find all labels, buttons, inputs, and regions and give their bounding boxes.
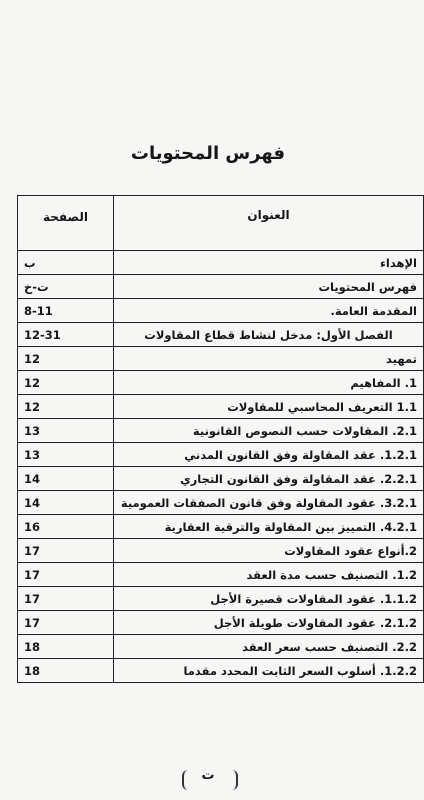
- entry-page: 12: [18, 395, 114, 419]
- entry-page: 12: [18, 347, 114, 371]
- table-row: [18, 659, 424, 683]
- entry-page: ب: [18, 251, 114, 275]
- table-row: [18, 563, 424, 587]
- entry-title: 1.2.2. أسلوب السعر الثابت المحدد مقدما: [114, 659, 424, 683]
- entry-title: 2.1.2. عقود المقاولات طويلة الأجل: [114, 611, 424, 635]
- table-row: [18, 275, 424, 299]
- entry-title: 1.1.2. عقود المقاولات قصيرة الأجل: [114, 587, 424, 611]
- entry-page: 17: [18, 563, 114, 587]
- table-row: [18, 323, 424, 347]
- entry-title: 3.2.1. عقود المقاولة وفق قانون الصفقات العمومية: [114, 491, 424, 515]
- entry-title: 2.1. المقاولات حسب النصوص القانونية: [114, 419, 424, 443]
- entry-page: 18: [18, 635, 114, 659]
- table-row: [18, 299, 424, 323]
- table-row: [18, 491, 424, 515]
- table-row: [18, 395, 424, 419]
- entry-page: 17: [18, 587, 114, 611]
- table-row: [18, 587, 424, 611]
- entry-page: 14: [18, 491, 114, 515]
- entry-title: فهرس المحتويات: [114, 275, 424, 299]
- table-row: [18, 251, 424, 275]
- entry-title: الفصل الأول: مدخل لنشاط قطاع المقاولات: [114, 323, 424, 347]
- entry-title: 2.2.1. عقد المقاولة وفق القانون التجاري: [114, 467, 424, 491]
- table-row: [18, 419, 424, 443]
- column-header-page: الصفحة: [18, 196, 114, 251]
- table-row: [18, 443, 424, 467]
- table-row: [18, 515, 424, 539]
- entry-page: 13: [18, 443, 114, 467]
- entry-title: 1.2.1. عقد المقاولة وفق القانون المدني: [114, 443, 424, 467]
- page-number: ت: [201, 768, 215, 783]
- entry-page: 14: [18, 467, 114, 491]
- page-title: فهرس المحتويات: [130, 143, 286, 164]
- entry-page: 18: [18, 659, 114, 683]
- table-row: [18, 467, 424, 491]
- table-row: [18, 371, 424, 395]
- table-row: [18, 539, 424, 563]
- entry-title: تمهيد: [114, 347, 424, 371]
- entry-title: 2.أنواع عقود المقاولات: [114, 539, 424, 563]
- table-row: [18, 347, 424, 371]
- entry-title: المقدمة العامة.: [114, 299, 424, 323]
- entry-page: 13: [18, 419, 114, 443]
- entry-page: 17: [18, 539, 114, 563]
- entry-title: 1.1 التعريف المحاسبي للمقاولات: [114, 395, 424, 419]
- entry-title: الإهداء: [114, 251, 424, 275]
- entry-page: 8-11: [18, 299, 114, 323]
- entry-page: 12: [18, 371, 114, 395]
- entry-title: 4.2.1. التمييز بين المقاولة والترقية العقارية: [114, 515, 424, 539]
- toc-header-row: [18, 196, 424, 251]
- table-row: [18, 611, 424, 635]
- toc-table: [17, 195, 424, 683]
- entry-title: 2.2. التصنيف حسب سعر العقد: [114, 635, 424, 659]
- column-header-title: العنوان: [114, 196, 424, 251]
- entry-page: 17: [18, 611, 114, 635]
- entry-title: 1. المفاهيم: [114, 371, 424, 395]
- entry-title: 1.2. التصنيف حسب مدة العقد: [114, 563, 424, 587]
- entry-page: 12-31: [18, 323, 114, 347]
- entry-page: 16: [18, 515, 114, 539]
- entry-page: ت-خ: [18, 275, 114, 299]
- table-row: [18, 635, 424, 659]
